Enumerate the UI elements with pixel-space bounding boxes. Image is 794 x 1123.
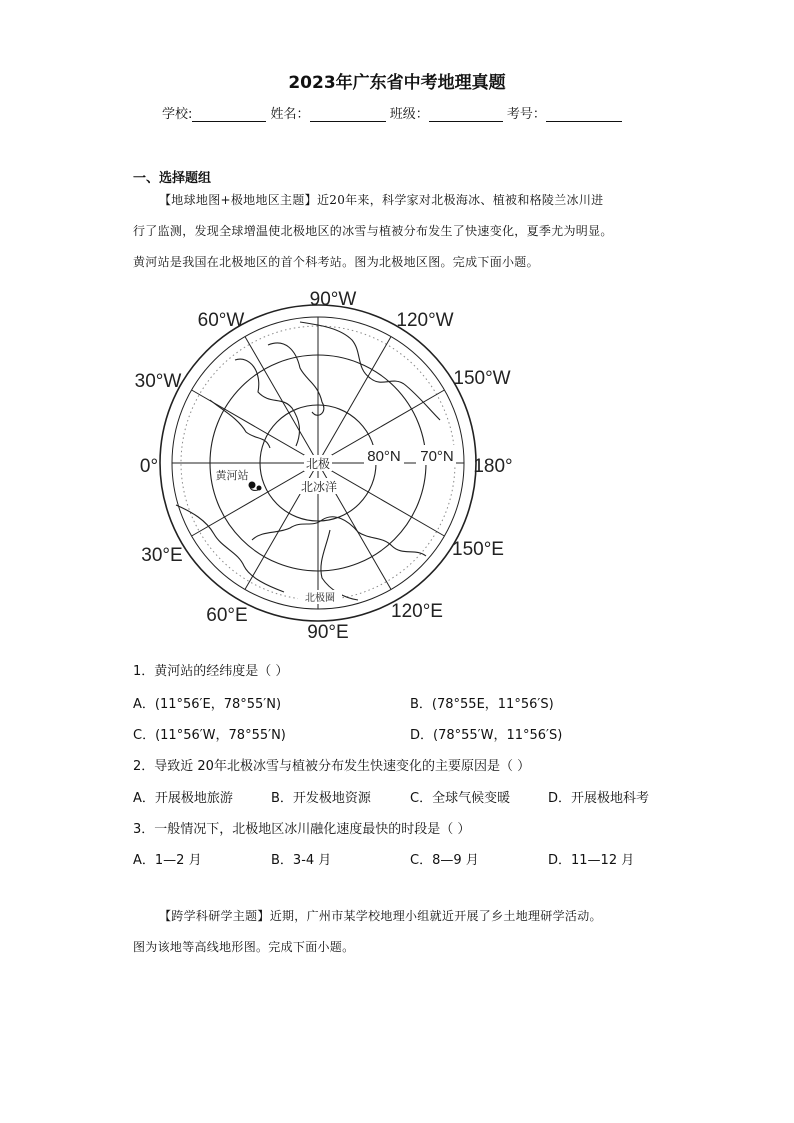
label-station: 黄河站 xyxy=(215,470,249,482)
passage-2-line-1: 【跨学科研学主题】近期，广州市某学校地理小组就近开展了乡土地理研学活动。 xyxy=(159,909,602,923)
label-30e: 30°E xyxy=(141,545,183,566)
label-90w: 90°W xyxy=(309,289,357,310)
question-2-option-c[interactable]: C．全球气候变暖 xyxy=(410,791,511,806)
class-label: 班级： xyxy=(389,107,429,122)
class-blank[interactable] xyxy=(429,109,503,122)
label-150e: 150°E xyxy=(452,539,504,560)
passage-1 xyxy=(133,185,663,278)
question-1-option-b[interactable]: B．(78°55E，11°56′S) xyxy=(410,697,554,712)
label-80n: 80°N xyxy=(367,448,401,465)
question-2-option-a[interactable]: A．开展极地旅游 xyxy=(133,791,233,806)
page-title: 2023年广东省中考地理真题 xyxy=(288,73,506,93)
question-3-stem: 3．一般情况下，北极地区冰川融化速度最快的时段是（ ） xyxy=(133,822,471,837)
station-marker-island xyxy=(257,486,262,491)
number-label: 考号： xyxy=(506,107,546,122)
passage-1-line-3: 黄河站是我国在北极地区的首个科考站。图为北极地区图。完成下面小题。 xyxy=(133,255,539,269)
question-3-option-c[interactable]: C．8—9 月 xyxy=(410,853,479,868)
label-180: 180° xyxy=(473,456,513,477)
question-2-option-b[interactable]: B．开发极地资源 xyxy=(271,791,371,806)
label-120w: 120°W xyxy=(396,310,454,331)
passage-1-line-2: 行了监测，发现全球增温使北极地区的冰雪与植被分布发生了快速变化，夏季尤为明显。 xyxy=(133,224,613,238)
question-2-option-d[interactable]: D．开展极地科考 xyxy=(548,791,650,806)
passage-2 xyxy=(133,901,678,963)
passage-1-line-1: 【地球地图+极地地区主题】近20年来，科学家对北极海冰、植被和格陵兰冰川进 xyxy=(159,193,604,207)
question-1-option-a[interactable]: A．(11°56′E，78°55′N) xyxy=(133,697,282,712)
label-60e: 60°E xyxy=(206,605,248,626)
station-marker xyxy=(249,482,256,489)
question-3-option-b[interactable]: B．3-4 月 xyxy=(271,853,332,868)
label-90e: 90°E xyxy=(307,622,349,643)
label-150w: 150°W xyxy=(453,368,511,389)
section-heading: 一、选择题组 xyxy=(133,171,212,186)
question-2-stem: 2．导致近 20年北极冰雪与植被分布发生快速变化的主要原因是（ ） xyxy=(133,759,531,774)
label-30w: 30°W xyxy=(134,371,182,392)
label-70n: 70°N xyxy=(420,448,454,465)
question-1-option-d[interactable]: D．(78°55′W，11°56′S) xyxy=(410,728,563,743)
question-1-option-c[interactable]: C．(11°56′W，78°55′N) xyxy=(133,728,286,743)
arctic-map xyxy=(120,280,520,645)
school-label: 学校: xyxy=(162,107,193,122)
number-blank[interactable] xyxy=(546,109,622,122)
student-info-line xyxy=(162,103,622,122)
name-blank[interactable] xyxy=(310,109,386,122)
question-1-stem: 1．黄河站的经纬度是（ ） xyxy=(133,664,289,679)
label-120e: 120°E xyxy=(391,601,443,622)
school-blank[interactable] xyxy=(192,109,266,122)
name-label: 姓名： xyxy=(270,107,310,122)
label-north-pole: 北极 xyxy=(305,457,331,471)
label-60w: 60°W xyxy=(197,310,245,331)
label-arctic-ocean: 北冰洋 xyxy=(300,480,338,494)
passage-2-line-2: 图为该地等高线地形图。完成下面小题。 xyxy=(133,940,355,954)
label-arctic-circle: 北极圈 xyxy=(305,593,335,604)
label-0: 0° xyxy=(139,456,159,477)
question-3-option-d[interactable]: D．11—12 月 xyxy=(548,853,635,868)
question-3-option-a[interactable]: A．1—2 月 xyxy=(133,853,202,868)
